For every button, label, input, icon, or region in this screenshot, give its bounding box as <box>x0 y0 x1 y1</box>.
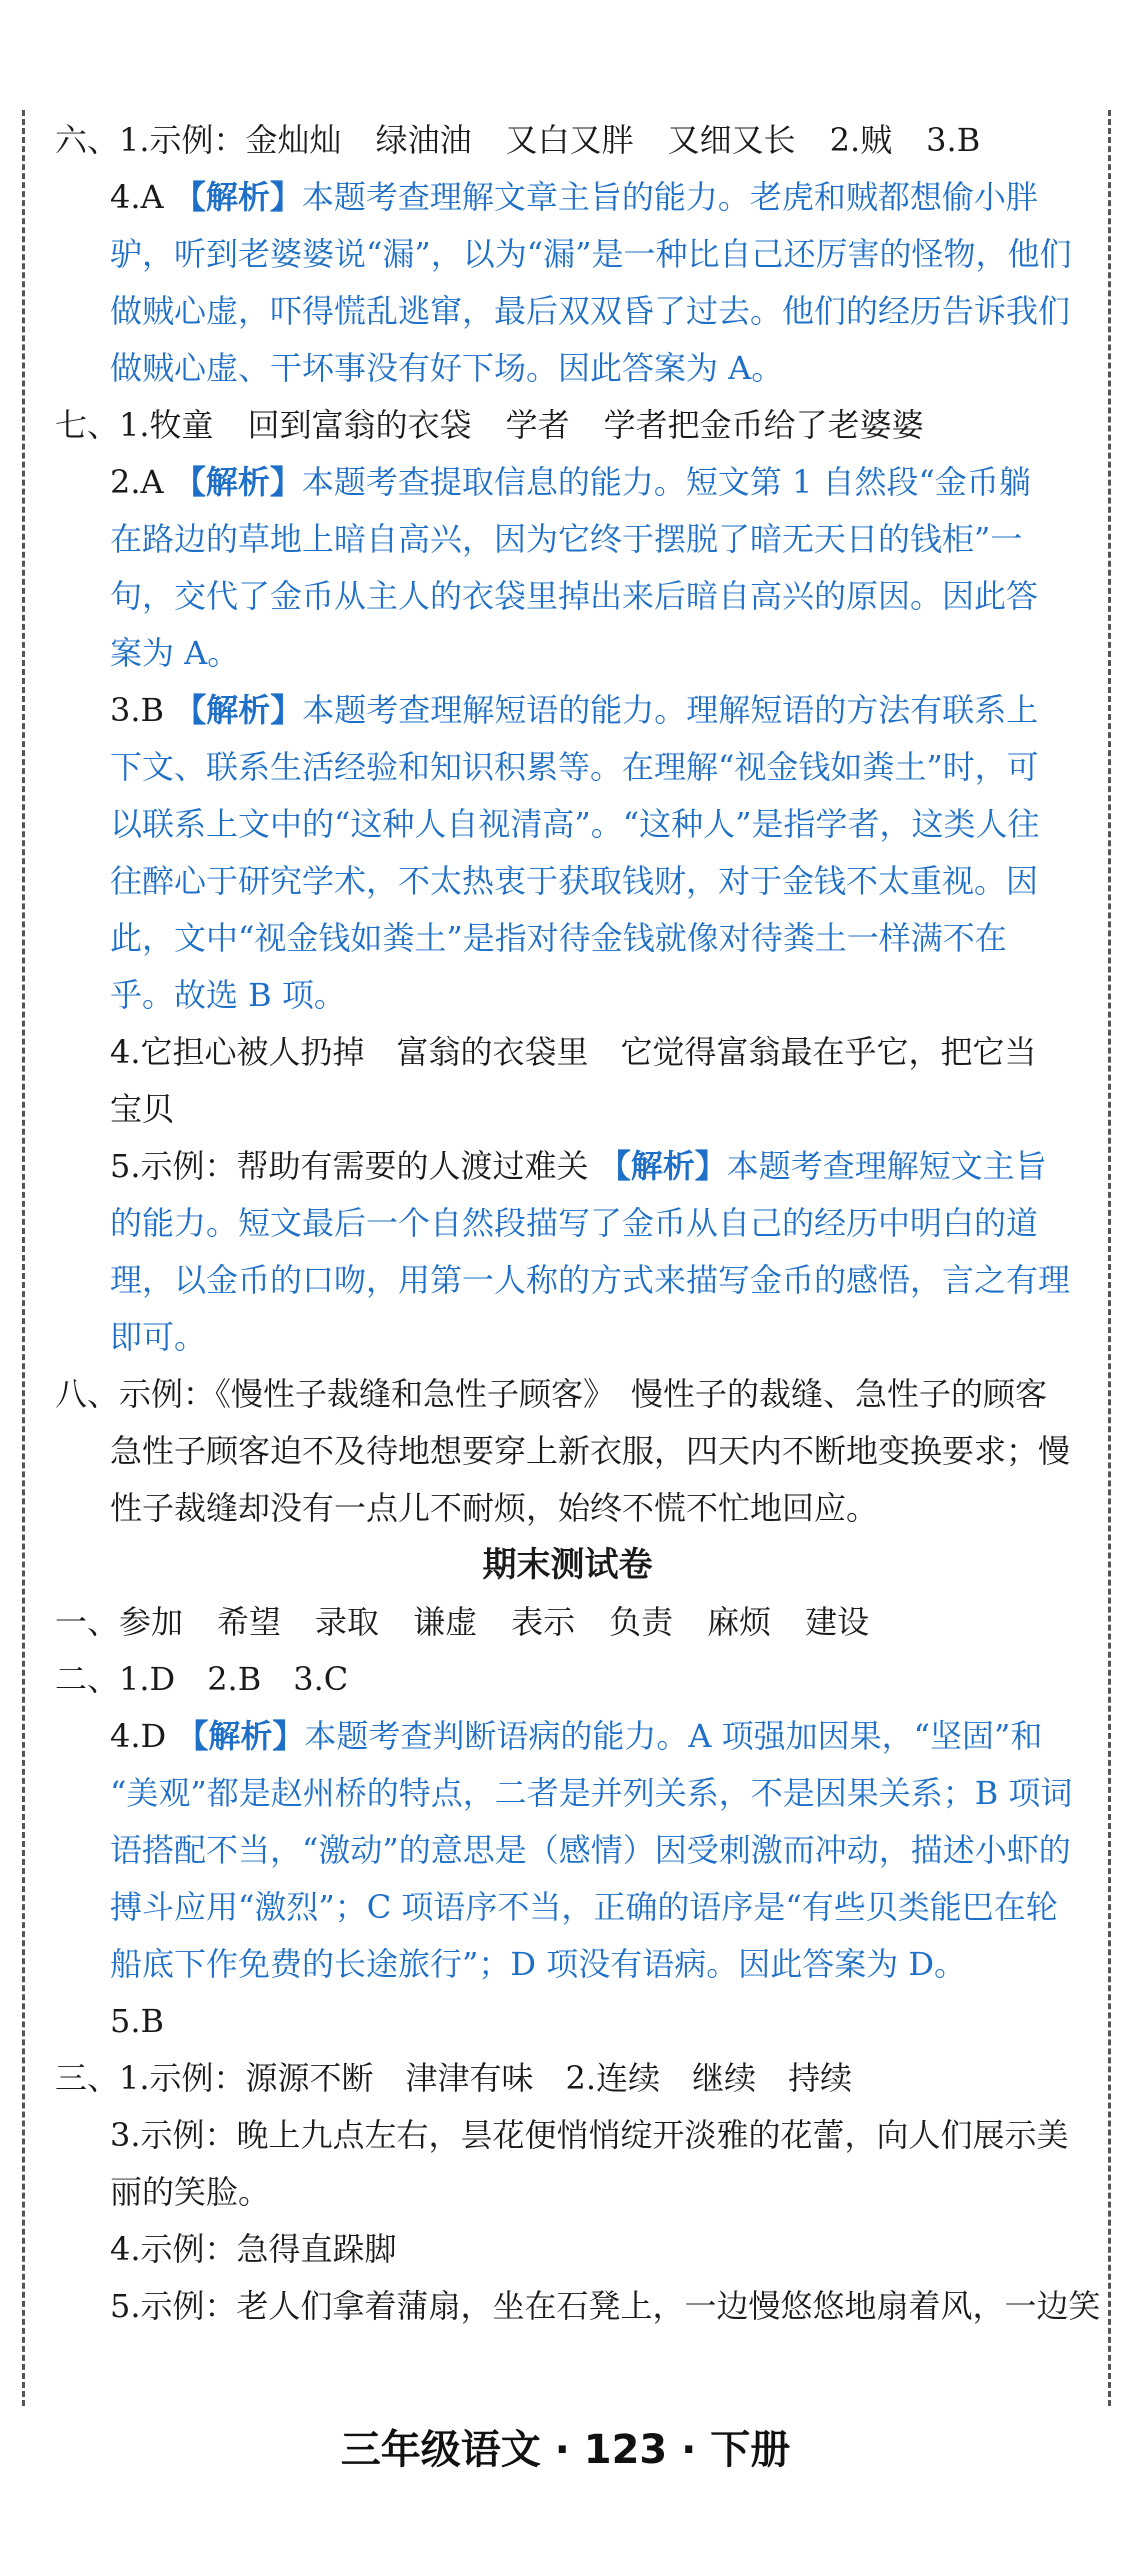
s7-q5-line-1: 5.示例：帮助有需要的人渡过难关 【解析】本题考查理解短文主旨 <box>110 1147 1047 1185</box>
s6-q4-line-1: 4.A 【解析】本题考查理解文章主旨的能力。老虎和贼都想偷小胖 <box>110 178 1038 216</box>
s7-q3-line-4: 往醉心于研究学术，不太热衷于获取钱财，对于金钱不太重视。因 <box>110 862 1039 900</box>
e2-q4-line-1: 4.D 【解析】本题考查判断语病的能力。A 项强加因果，“坚固”和 <box>110 1717 1043 1755</box>
s7-q5-line-3: 理，以金币的口吻，用第一人称的方式来描写金币的感悟，言之有理 <box>110 1261 1071 1299</box>
analysis-tag: 【解析】 <box>176 1717 305 1755</box>
s7-q4-line-2: 宝贝 <box>110 1090 175 1128</box>
e1-line: 一、参加 希望 录取 谦虚 表示 负责 麻烦 建设 <box>55 1603 870 1641</box>
s8-line-1: 八、示例：《慢性子裁缝和急性子顾客》 慢性子的裁缝、急性子的顾客 <box>55 1375 1048 1413</box>
answer-content <box>55 112 1101 2335</box>
s8-line-2: 急性子顾客迫不及待地想要穿上新衣服，四天内不断地变换要求；慢 <box>110 1432 1071 1470</box>
e3-q3-line-2: 丽的笑脸。 <box>110 2173 271 2211</box>
s7-q3-line-2: 下文、联系生活经验和知识积累等。在理解“视金钱如粪土”时，可 <box>110 748 1039 786</box>
right-dashed-rule <box>1108 110 1111 2406</box>
s7-q3-line-6: 乎。故选 B 项。 <box>110 976 346 1014</box>
e3-q1: 三、1.示例：源源不断 津津有味 2.连续 继续 持续 <box>55 2059 853 2097</box>
e2-q123: 二、1.D 2.B 3.C <box>55 1660 349 1698</box>
e2-q5: 5.B <box>110 2002 165 2040</box>
s6-q4-line-4: 做贼心虚、干坏事没有好下场。因此答案为 A。 <box>110 349 784 387</box>
s7-q5-line-4: 即可。 <box>110 1318 207 1356</box>
analysis-tag: 【解析】 <box>174 691 303 729</box>
exam-title: 期末测试卷 <box>482 1545 653 1585</box>
s8-line-3: 性子裁缝却没有一点儿不耐烦，始终不慌不忙地回应。 <box>110 1489 879 1527</box>
s7-q2-line-3: 句，交代了金币从主人的衣袋里掉出来后暗自高兴的原因。因此答 <box>110 577 1039 615</box>
e2-q4-line-4: 搏斗应用“激烈”；C 项语序不当，正确的语序是“有些贝类能巴在轮 <box>110 1888 1058 1926</box>
s7-q2-line-1: 2.A 【解析】本题考查提取信息的能力。短文第 1 自然段“金币躺 <box>110 463 1031 501</box>
left-dashed-rule <box>22 110 25 2406</box>
s7-q4-line-1: 4.它担心被人扔掉 富翁的衣袋里 它觉得富翁最在乎它，把它当 <box>110 1033 1037 1071</box>
e3-q5: 5.示例：老人们拿着蒲扇，坐在石凳上，一边慢悠悠地扇着风，一边笑 <box>110 2287 1101 2325</box>
e2-q4-line-3: 语搭配不当，“激动”的意思是（感情）因受刺激而冲动，描述小虾的 <box>110 1831 1071 1869</box>
s6-q4-line-3: 做贼心虚，吓得慌乱逃窜，最后双双昏了过去。他们的经历告诉我们 <box>110 292 1071 330</box>
s7-q5-line-2: 的能力。短文最后一个自然段描写了金币从自己的经历中明白的道 <box>110 1204 1039 1242</box>
e3-q3-line-1: 3.示例：晚上九点左右，昙花便悄悄绽开淡雅的花蕾，向人们展示美 <box>110 2116 1069 2154</box>
s6-q123: 六、1.示例：金灿灿 绿油油 又白又胖 又细又长 2.贼 3.B <box>55 121 981 159</box>
s7-q2-line-4: 案为 A。 <box>110 634 240 672</box>
s7-q3-line-5: 此，文中“视金钱如粪土”是指对待金钱就像对待粪土一样满不在 <box>110 919 1007 957</box>
e3-q4: 4.示例：急得直跺脚 <box>110 2230 397 2268</box>
page-footer: 三年级语文 · 123 · 下册 <box>340 2427 791 2473</box>
s7-q3-line-3: 以联系上文中的“这种人自视清高”。“这种人”是指学者，这类人往 <box>110 805 1040 843</box>
s7-q2-line-2: 在路边的草地上暗自高兴，因为它终于摆脱了暗无天日的钱柜”一 <box>110 520 1023 558</box>
s7-q1: 七、1.牧童 回到富翁的衣袋 学者 学者把金币给了老婆婆 <box>55 406 924 444</box>
e2-q4-line-5: 船底下作免费的长途旅行”；D 项没有语病。因此答案为 D。 <box>110 1945 967 1983</box>
e2-q4-line-2: “美观”都是赵州桥的特点，二者是并列关系，不是因果关系；B 项词 <box>110 1774 1073 1812</box>
analysis-tag: 【解析】 <box>598 1147 727 1185</box>
analysis-tag: 【解析】 <box>173 463 302 501</box>
s6-q4-line-2: 驴，听到老婆婆说“漏”，以为“漏”是一种比自己还厉害的怪物，他们 <box>110 235 1072 273</box>
s7-q3-line-1: 3.B 【解析】本题考查理解短语的能力。理解短语的方法有联系上 <box>110 691 1039 729</box>
analysis-tag: 【解析】 <box>173 178 302 216</box>
